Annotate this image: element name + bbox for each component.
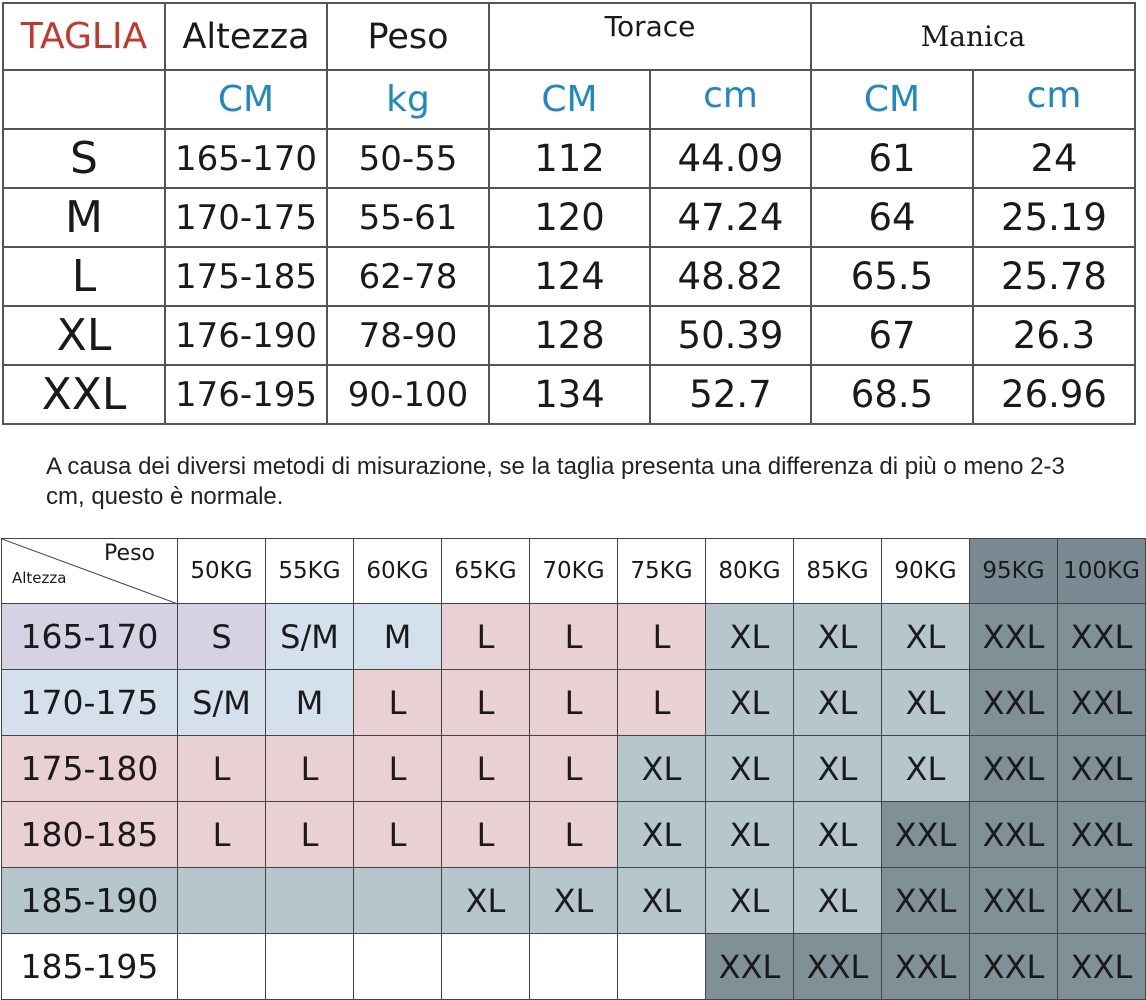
chart-corner	[2, 539, 178, 604]
size-cell: S/M	[178, 670, 266, 736]
size-cell: XXL	[882, 934, 970, 1000]
size-cell: XXL	[970, 802, 1058, 868]
size-cell: XXL	[1058, 736, 1146, 802]
torace-in-value: 47.24	[650, 188, 811, 247]
chart-row	[2, 736, 1146, 802]
manica-in-value: 25.19	[973, 188, 1135, 247]
weight-header: 85KG	[794, 539, 882, 604]
manica-cm-value: 68.5	[811, 365, 973, 424]
size-chart	[1, 538, 1146, 1000]
manica-in-value: 26.96	[973, 365, 1135, 424]
units-blank	[3, 70, 165, 129]
torace-cm-value: 134	[489, 365, 650, 424]
size-cell: L	[530, 736, 618, 802]
size-cell: XL	[618, 802, 706, 868]
unit-torace-cm: CM	[489, 70, 650, 129]
chart-row	[2, 802, 1146, 868]
size-row	[3, 247, 1135, 306]
manica-in-value: 25.78	[973, 247, 1135, 306]
size-cell: L	[442, 802, 530, 868]
size-row	[3, 365, 1135, 424]
chart-row	[2, 670, 1146, 736]
weight-header: 80KG	[706, 539, 794, 604]
altezza-value: 170-175	[165, 188, 327, 247]
height-header: 165-170	[2, 604, 178, 670]
size-cell: XL	[706, 736, 794, 802]
size-table-header-row	[3, 3, 1135, 70]
size-cell: XXL	[970, 934, 1058, 1000]
size-cell: L	[354, 670, 442, 736]
size-label: XXL	[3, 365, 165, 424]
weight-header: 50KG	[178, 539, 266, 604]
header-peso: Peso	[327, 3, 489, 70]
size-chart-body	[2, 604, 1146, 1000]
size-cell: M	[354, 604, 442, 670]
height-header: 185-190	[2, 868, 178, 934]
unit-peso: kg	[327, 70, 489, 129]
manica-in-value: 26.3	[973, 306, 1135, 365]
size-cell	[442, 934, 530, 1000]
size-cell: L	[266, 736, 354, 802]
header-manica: Manica	[811, 3, 1135, 70]
size-cell	[266, 868, 354, 934]
size-cell: XXL	[1058, 934, 1146, 1000]
size-cell: XL	[706, 802, 794, 868]
size-cell: XXL	[794, 934, 882, 1000]
chart-row	[2, 934, 1146, 1000]
corner-peso-label: Peso	[104, 541, 155, 566]
size-cell: L	[442, 604, 530, 670]
size-cell: XXL	[970, 736, 1058, 802]
size-cell: XL	[794, 604, 882, 670]
size-cell: XL	[794, 802, 882, 868]
altezza-value: 175-185	[165, 247, 327, 306]
peso-value: 55-61	[327, 188, 489, 247]
altezza-value: 165-170	[165, 129, 327, 188]
size-cell: L	[618, 604, 706, 670]
size-cell: XL	[706, 604, 794, 670]
header-torace: Torace	[489, 3, 811, 70]
size-cell: L	[618, 670, 706, 736]
size-cell	[530, 934, 618, 1000]
peso-value: 90-100	[327, 365, 489, 424]
size-cell: XXL	[970, 868, 1058, 934]
weight-header: 60KG	[354, 539, 442, 604]
size-cell: XL	[618, 736, 706, 802]
size-cell: XL	[794, 868, 882, 934]
size-cell: L	[354, 802, 442, 868]
unit-torace-in: cm	[650, 70, 811, 129]
torace-in-value: 52.7	[650, 365, 811, 424]
unit-manica-cm: CM	[811, 70, 973, 129]
size-label: XL	[3, 306, 165, 365]
size-cell: XXL	[1058, 802, 1146, 868]
size-table-body	[3, 129, 1135, 424]
measurement-note: A causa dei diversi metodi di misurazione, se la taglia presenta una differenza di più o meno 2-3 cm, questo è normale.	[46, 453, 1065, 510]
size-cell	[266, 934, 354, 1000]
torace-in-value: 44.09	[650, 129, 811, 188]
size-label: S	[3, 129, 165, 188]
torace-cm-value: 120	[489, 188, 650, 247]
size-table	[2, 2, 1136, 425]
size-cell	[354, 868, 442, 934]
size-cell	[618, 934, 706, 1000]
unit-altezza: CM	[165, 70, 327, 129]
manica-in-value: 24	[973, 129, 1135, 188]
manica-cm-value: 65.5	[811, 247, 973, 306]
altezza-value: 176-190	[165, 306, 327, 365]
height-header: 170-175	[2, 670, 178, 736]
weight-header: 55KG	[266, 539, 354, 604]
header-taglia: TAGLIA	[3, 3, 165, 70]
size-cell	[354, 934, 442, 1000]
size-cell: L	[442, 670, 530, 736]
size-cell: L	[530, 670, 618, 736]
size-cell	[178, 934, 266, 1000]
size-cell: XXL	[970, 670, 1058, 736]
header-altezza: Altezza	[165, 3, 327, 70]
weight-header: 100KG	[1058, 539, 1146, 604]
size-cell: XXL	[882, 868, 970, 934]
weight-header: 75KG	[618, 539, 706, 604]
size-row	[3, 188, 1135, 247]
peso-value: 50-55	[327, 129, 489, 188]
size-cell: XXL	[970, 604, 1058, 670]
size-cell: XL	[706, 670, 794, 736]
size-cell: L	[266, 802, 354, 868]
size-cell: L	[178, 736, 266, 802]
unit-manica-in: cm	[973, 70, 1135, 129]
size-cell: XL	[794, 670, 882, 736]
size-chart-header-row	[2, 539, 1146, 604]
size-cell: XXL	[1058, 604, 1146, 670]
torace-in-value: 48.82	[650, 247, 811, 306]
torace-cm-value: 124	[489, 247, 650, 306]
weight-header: 70KG	[530, 539, 618, 604]
size-row	[3, 306, 1135, 365]
chart-row	[2, 604, 1146, 670]
manica-cm-value: 61	[811, 129, 973, 188]
torace-in-value: 50.39	[650, 306, 811, 365]
size-cell: L	[178, 802, 266, 868]
height-header: 175-180	[2, 736, 178, 802]
size-cell: XL	[618, 868, 706, 934]
size-cell: L	[530, 604, 618, 670]
torace-cm-value: 112	[489, 129, 650, 188]
size-cell: L	[354, 736, 442, 802]
size-cell: XL	[882, 604, 970, 670]
size-cell: XL	[882, 670, 970, 736]
size-cell: L	[530, 802, 618, 868]
torace-cm-value: 128	[489, 306, 650, 365]
size-cell: XL	[882, 736, 970, 802]
size-cell: S	[178, 604, 266, 670]
chart-row	[2, 868, 1146, 934]
size-cell: M	[266, 670, 354, 736]
weight-header: 90KG	[882, 539, 970, 604]
height-header: 185-195	[2, 934, 178, 1000]
size-cell: XXL	[1058, 670, 1146, 736]
size-table-units-row	[3, 70, 1135, 129]
altezza-value: 176-195	[165, 365, 327, 424]
height-header: 180-185	[2, 802, 178, 868]
size-cell: XL	[794, 736, 882, 802]
peso-value: 78-90	[327, 306, 489, 365]
size-label: M	[3, 188, 165, 247]
manica-cm-value: 67	[811, 306, 973, 365]
size-cell: XL	[442, 868, 530, 934]
size-cell: XXL	[1058, 868, 1146, 934]
peso-value: 62-78	[327, 247, 489, 306]
weight-header: 65KG	[442, 539, 530, 604]
size-cell: XXL	[706, 934, 794, 1000]
size-cell: XL	[706, 868, 794, 934]
size-cell: XXL	[882, 802, 970, 868]
size-label: L	[3, 247, 165, 306]
manica-cm-value: 64	[811, 188, 973, 247]
size-cell: S/M	[266, 604, 354, 670]
weight-header: 95KG	[970, 539, 1058, 604]
size-cell: XL	[530, 868, 618, 934]
size-row	[3, 129, 1135, 188]
size-cell	[178, 868, 266, 934]
corner-altezza-label: Altezza	[12, 569, 67, 587]
size-cell: L	[442, 736, 530, 802]
